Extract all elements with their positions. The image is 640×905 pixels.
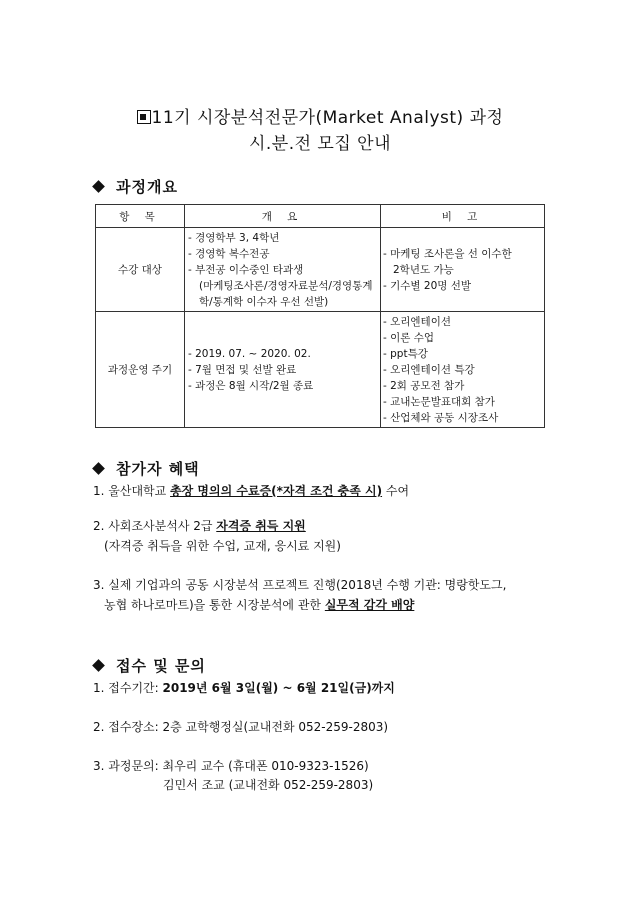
benefit-item-3: 3. 실제 기업과의 공동 시장분석 프로젝트 진행(2018년 수행 기관: 명랑핫도그, — [93, 578, 507, 592]
list-item: - 오리엔테이션 특강 — [383, 363, 475, 376]
list-item: - 산업체와 공동 시장조사 — [383, 411, 499, 424]
inquiry-contact-1: 3. 과정문의: 최우리 교수 (휴대폰 010-9323-1526) — [93, 759, 369, 773]
period-value: 2019년 6월 3일(월) ~ 6월 21일(금)까지 — [162, 681, 395, 695]
row-note — [381, 228, 545, 312]
period-label: 1. 접수기간: — [93, 681, 163, 695]
list-item: - 이론 수업 — [383, 331, 435, 344]
benefit-item-3-cont — [104, 597, 414, 613]
list-item: - 마케팅 조사론을 선 이수한 — [383, 247, 512, 260]
section-heading-contact: 접수 및 문의 — [92, 655, 206, 676]
overview-table — [95, 204, 545, 428]
diamond-bullet-icon — [92, 462, 105, 475]
diamond-bullet-icon — [92, 180, 105, 193]
benefit-highlight: 총장 명의의 수료증(*자격 조건 충족 시) — [170, 484, 383, 498]
benefit-text: 농협 하나로마트)을 통한 시장분석에 관한 — [104, 598, 325, 612]
benefit-highlight: 실무적 감각 배양 — [324, 598, 415, 612]
list-item: - 기수별 20명 선발 — [383, 279, 472, 292]
application-period — [93, 680, 395, 696]
list-item: - 경영학부 3, 4학년 — [188, 231, 280, 244]
list-item: - 7월 면접 및 선발 완료 — [188, 363, 297, 376]
title-line-1: 11기 시장분석전문가(Market Analyst) 과정 — [151, 108, 504, 128]
benefit-item-2 — [93, 518, 306, 534]
inquiry-contact-2: 김민서 조교 (교내전화 052-259-2803) — [163, 778, 374, 792]
list-item: - 부전공 이수중인 타과생 — [188, 263, 304, 276]
application-place: 2. 접수장소: 2층 교학행정실(교내전화 052-259-2803) — [93, 720, 389, 734]
list-item: (마케팅조사론/경영자료분석/경영통계 — [199, 279, 373, 292]
benefit-text: 2. 사회조사분석사 2급 — [93, 519, 217, 533]
list-item: - 2회 공모전 참가 — [383, 379, 465, 392]
square-bullet-icon — [137, 110, 151, 124]
row-description — [185, 312, 381, 428]
table-row — [96, 228, 545, 312]
benefit-item-1 — [93, 483, 409, 499]
list-item: 2학년도 가능 — [393, 263, 454, 276]
benefit-text: 1. 울산대학교 — [93, 484, 171, 498]
list-item: - 오리엔테이션 — [383, 315, 451, 328]
list-item: - 2019. 07. ~ 2020. 02. — [188, 347, 311, 360]
table-row — [96, 312, 545, 428]
benefit-item-2-detail: (자격증 취득을 위한 수업, 교재, 응시료 지원) — [104, 539, 341, 553]
row-description — [185, 228, 381, 312]
diamond-bullet-icon — [92, 659, 105, 672]
column-header-desc: 개 요 — [185, 205, 381, 228]
document-subtitle: 시.분.전 모집 안내 — [248, 134, 392, 154]
column-header-item: 항 목 — [96, 205, 185, 228]
list-item: - 교내논문발표대회 참가 — [383, 395, 495, 408]
section-heading-benefits: 참가자 혜택 — [92, 458, 200, 479]
table-header-row — [96, 205, 545, 228]
list-item: - ppt특강 — [383, 347, 428, 360]
row-label: 과정운영 주기 — [96, 312, 185, 428]
section-heading-overview: 과정개요 — [92, 176, 178, 197]
column-header-note: 비 고 — [381, 205, 545, 228]
benefit-highlight: 자격증 취득 지원 — [216, 519, 306, 533]
document-title — [0, 103, 640, 128]
list-item: - 과정은 8월 시작/2월 종료 — [188, 379, 314, 392]
list-item: - 경영학 복수전공 — [188, 247, 270, 260]
list-item: 학/통계학 이수자 우선 선발) — [199, 295, 329, 308]
row-label: 수강 대상 — [96, 228, 185, 312]
benefit-text: 수여 — [382, 484, 410, 498]
row-note — [381, 312, 545, 428]
